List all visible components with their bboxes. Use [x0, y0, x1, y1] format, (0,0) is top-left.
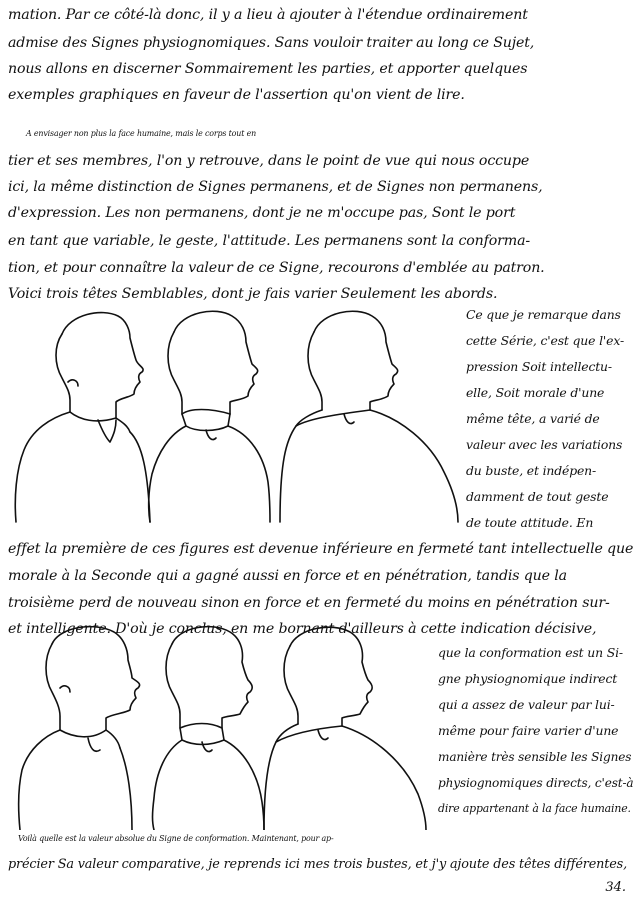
text-line: gne physiognomique indirect — [438, 671, 618, 686]
busts-row-1 — [10, 302, 462, 524]
bust-drawing — [280, 311, 458, 522]
text-line: physiognomiques directs, c'est-à — [438, 776, 634, 790]
text-line: même pour faire varier d'une — [438, 723, 619, 738]
text-line: mation. Par ce côté-là donc, il y a lieu à ajouter à l'étendue ordinairement — [8, 7, 528, 23]
text-line: A envisager non plus la face humaine, mais le corps tout en — [26, 129, 257, 138]
text-line: admise des Signes physiognomiques. Sans vouloir traiter au long ce Sujet, — [8, 35, 535, 51]
bust-drawing — [149, 311, 270, 522]
text-line: du buste, et indépen- — [466, 463, 597, 478]
text-line: elle, Soit morale d'une — [466, 385, 605, 400]
text-line: que la conformation est un Si- — [438, 645, 623, 660]
text-line: tier et ses membres, l'on y retrouve, dans le point de vue qui nous occupe — [8, 153, 530, 169]
text-line: Voilà quelle est la valeur absolue du Signe de conformation. Maintenant, pour ap- — [18, 834, 334, 843]
text-line: ici, la même distinction de Signes permanens, et de Signes non permanens, — [8, 179, 543, 195]
text-line: effet la première de ces figures est devenue inférieure en fermeté tant intellectuelle que — [8, 541, 634, 557]
text-line: troisième perd de nouveau sinon en force et en fermeté du moins en pénétration sur- — [8, 595, 610, 611]
busts-row-2 — [14, 618, 434, 830]
text-line: cette Série, c'est que l'ex- — [466, 333, 625, 348]
text-line: Ce que je remarque dans — [466, 307, 621, 322]
text-line: dire appartenant à la face humaine. — [438, 802, 631, 815]
text-line: exemples graphiques en faveur de l'assertion qu'on vient de lire. — [8, 87, 465, 103]
text-line: d'expression. Les non permanens, dont je ne m'occupe pas, Sont le port — [8, 205, 516, 221]
text-line: morale à la Seconde qui a gagné aussi en force et en pénétration, tandis que la — [8, 568, 567, 584]
text-line: nous allons en discerner Sommairement les parties, et apporter quelques — [8, 61, 528, 77]
page-number: 34. — [605, 880, 626, 895]
text-line: et intelligente. D'où je conclus, en me bornant d'ailleurs à cette indication décisive, — [8, 621, 597, 637]
text-line: même tête, a varié de — [466, 411, 600, 426]
text-line: manière très sensible les Signes — [438, 750, 632, 764]
text-line: tion, et pour connaître la valeur de ce Signe, recourons d'emblée au patron. — [8, 260, 545, 276]
text-line: de toute attitude. En — [466, 515, 594, 530]
text-line: Voici trois têtes Semblables, dont je fais varier Seulement les abords. — [8, 286, 498, 302]
text-line: précier Sa valeur comparative, je reprends ici mes trois bustes, et j'y ajoute des têtes différentes, — [8, 857, 628, 872]
text-line: valeur avec les variations — [466, 437, 623, 452]
bust-drawing — [19, 627, 140, 830]
text-line: damment de tout geste — [466, 489, 609, 504]
text-line: qui a assez de valeur par lui- — [438, 697, 615, 712]
bust-drawing — [153, 627, 265, 830]
text-line: pression Soit intellectu- — [466, 359, 612, 374]
text-line: en tant que variable, le geste, l'attitude. Les permanens sont la conforma- — [8, 233, 531, 249]
bust-drawing — [264, 627, 426, 830]
bust-drawing — [15, 313, 150, 522]
